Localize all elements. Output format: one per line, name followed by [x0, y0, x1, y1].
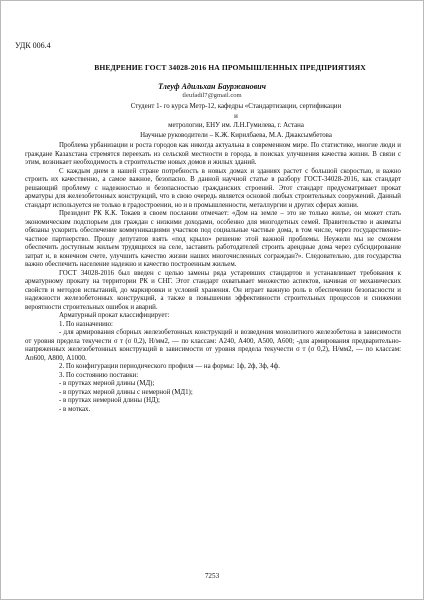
body-paragraph: С каждым днем в нашей стране потребность в новых домах и зданиях растет с большой скоростью, и важно строить их качественно, а самое важное, безопасно. В данной научной статье в разбору ГОСТ-34028-2016, как стандарт решающий проблему с надежностью и безопасностью гражданских строений. Этот стандарт предусматривает прокат арматуры для железобетонных конструкций, что в свою очередь является основой любых строительных сооружений. Данный стандарт используется не только в градостроении, но и в промышленности, металлургии и других сферах жизни.: [25, 167, 401, 209]
body-paragraph: Проблема урбанизации и роста городов как никогда актуальна в современном мире. По статистике, многие люди и граждане Казахстана стремятся переехать из сельской местности в города, в поисках улучшения качества жизни. В связи с этим, возникает необходимость в строительстве новых домов и жилых зданий.: [25, 142, 401, 166]
article-title: ВНЕДРЕНИЕ ГОСТ 34028-2016 НА ПРОМЫШЛЕННЫХ ПРЕДПРИЯТИЯХ: [94, 63, 366, 72]
affiliation-line: Студент 1- го курса Метр-12, кафедры «Стандартизации, сертификации и: [130, 103, 342, 120]
list-item: 3. По состоянию поставки:: [59, 371, 139, 379]
body-paragraph: Президент РК К.К. Токаев в своем послании отмечает: «Дом на земле – это не только жилье, он может стать экономическим подспорьем для граждан с низкими доходами, особенно для многодетных семей. Правительство и акиматы обязаны ускорить обеспечение коммуникациями участков под социальные частные дома, в том числе, через государственно-частное партнерство. Прошу депутатов взять «под крыло» решение этой важной проблемы. Неужели мы не сможем обеспечить доступным жильем трудящихся на селе, заставить работодателей строить арендные дома через субсидирование затрат и, в конечном счете, улучшить качество жизни наших многочисленных сограждан?». Следовательно, для государства важно обеспечить население надежно и качество построенным жильем.: [25, 210, 401, 268]
list-item: - в прутках немерной длины (НД);: [59, 397, 160, 404]
udk-code: УДК 006.4: [15, 41, 51, 50]
list-item: 2. По конфигурации периодического профиля — на формы: 1ф, 2ф, 3ф, 4ф.: [59, 363, 280, 370]
list-intro: Арматурный прокат классифицирует:: [59, 312, 170, 319]
list-item: - в прутках мерной длины с немерной (МД1);: [59, 388, 193, 396]
article-body: [25, 142, 401, 414]
affiliation-line: метрологии, ЕНУ им. Л.Н.Гумилева, г. Астана: [168, 122, 304, 130]
list-item: - для армирования сборных железобетонных конструкций и возведения монолитного железобетона в зависимости от уровня предела текучести σ т (σ 0,2), Н/мм2, — по классам: А240, А400, А500, А600; -для армирования предварительно-напряженных железобетонных конструкций в зависимости от уровня предела текучести σ т (σ 0,2), Н/мм2, — по классам: Ап600, А800, А1000.: [25, 329, 401, 362]
list-item: 1. По назначению:: [59, 320, 113, 328]
author-email[interactable]: tleufadil7@gmail.com: [182, 92, 242, 99]
list-item: - в мотках.: [59, 405, 91, 413]
body-paragraph: ГОСТ 34028-2016 был введен с целью замены ряда устаревших стандартов и устанавливает требования к арматурному прокату на территории РК и СНГ. Этот стандарт охватывает множество аспектов, начиная от механических свойств и методов испытаний, до маркировки и условий хранения. Он играет важную роль в обеспечении безопасности и надежности железобетонных конструкций, а также в повышении эффективности строительных процессов и снижении вероятности строительных ошибок и аварий.: [25, 269, 401, 311]
list-item: - в прутках мерной длины (МД);: [59, 380, 155, 387]
author-name: Тлеуф Адильхан Бауржанович: [158, 82, 266, 91]
supervisors-line: Научные руководители – К.Ж. Кирилбаева, М.А. Джаксымбетова: [140, 131, 332, 139]
page-number: 7253: [204, 572, 220, 580]
affiliation-block: [129, 102, 343, 140]
